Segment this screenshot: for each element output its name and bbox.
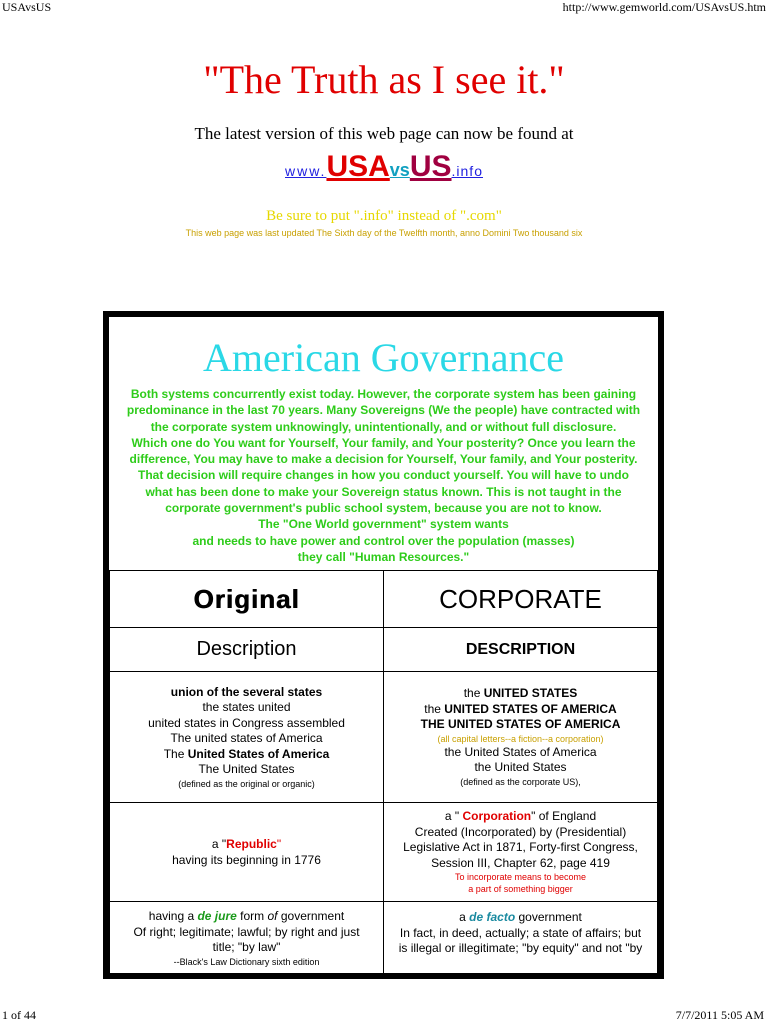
cell-line xyxy=(390,910,651,926)
row1-original xyxy=(110,672,384,803)
desc-original: Description xyxy=(110,628,384,672)
row3-original xyxy=(110,902,384,976)
cell-text: having a xyxy=(148,909,198,924)
cell-line xyxy=(390,809,651,825)
desc-corporate: DESCRIPTION xyxy=(384,628,658,672)
row3-corporate xyxy=(384,902,658,976)
table-desc-row xyxy=(110,628,658,672)
cell-line: united states in Congress assembled xyxy=(148,715,345,730)
cell-text: a " xyxy=(444,809,463,823)
row2-corporate xyxy=(384,803,658,902)
cell-note: (all capital letters--a fiction--a corporation) xyxy=(437,733,604,744)
cell-text: form xyxy=(236,909,268,924)
cell-note: To incorporate means to become xyxy=(454,872,587,882)
cell-line: the United States xyxy=(474,760,567,775)
cell-text: The xyxy=(163,746,188,761)
table-header-row xyxy=(110,571,658,628)
cell-line: The united states of America xyxy=(170,731,323,745)
print-timestamp: 7/7/2011 5:05 AM xyxy=(675,1008,764,1022)
table-row xyxy=(110,672,658,803)
cell-line: The United States xyxy=(198,762,295,776)
cell-note: (defined as the corporate US), xyxy=(460,776,581,787)
governance-line: and needs to have power and control over the population (masses) xyxy=(192,533,575,548)
cell-text: government xyxy=(277,909,345,924)
corporation-term: Corporation xyxy=(462,809,532,823)
cell-line xyxy=(116,747,377,763)
cell-line: the states united xyxy=(202,700,291,714)
window-title: USAvsUS xyxy=(2,0,52,14)
link-vs[interactable]: vs xyxy=(389,160,410,180)
cell-line: In fact, in deed, actually; a state of affairs; but xyxy=(399,925,642,940)
cell-line xyxy=(390,702,651,718)
row2-original xyxy=(110,803,384,902)
governance-title: American Governance xyxy=(203,335,564,380)
cell-line: Of right; legitimate; lawful; by right and just xyxy=(133,924,360,939)
table-row xyxy=(110,803,658,902)
comparison-table xyxy=(109,570,658,976)
link-prefix[interactable]: www. xyxy=(285,163,327,179)
col-original: Original xyxy=(110,571,384,628)
cell-line xyxy=(116,836,377,852)
governance-line: Which one do You want for Yourself, Your family, and Your posterity? Once you learn the xyxy=(131,435,636,450)
cell-text: " xyxy=(276,837,282,851)
cell-text: a " xyxy=(211,837,227,851)
cell-line: union of the several states xyxy=(170,684,323,699)
cell-line: title; "by law" xyxy=(212,940,281,955)
cell-line: Session III, Chapter 62, page 419 xyxy=(431,855,610,870)
cell-line: Created (Incorporated) by (Presidential) xyxy=(414,824,627,839)
link-suffix[interactable]: .info xyxy=(451,163,483,179)
col-corporate: CORPORATE xyxy=(384,571,658,628)
republic-term: Republic xyxy=(226,837,277,851)
governance-line: The "One World government" system wants xyxy=(258,517,509,532)
governance-paragraph xyxy=(109,386,658,565)
governance-line: the corporate system unknowingly, unintentionally, and or without full disclosure. xyxy=(150,419,617,434)
link-usa[interactable]: USA xyxy=(326,150,390,183)
headline: "The Truth as I see it." xyxy=(203,57,565,102)
cell-text: United States of America xyxy=(187,746,330,761)
cell-text: the xyxy=(463,686,484,701)
cell-line: Legislative Act in 1871, Forty-first Congress, xyxy=(403,840,638,854)
cell-text: a xyxy=(459,910,470,924)
governance-line: corporate government's public school system, because you are not to know. xyxy=(165,501,602,516)
page-count: 1 of 44 xyxy=(2,1008,36,1022)
governance-line: difference, You may have to make a decision for Yourself, Your family, and Your posterity. xyxy=(129,452,638,467)
link-us[interactable]: US xyxy=(409,150,452,183)
cell-text: government xyxy=(515,910,582,924)
governance-line: Both systems concurrently exist today. However, the corporate system has been gaining xyxy=(130,387,637,401)
cell-note: a part of something bigger xyxy=(468,884,573,894)
put-info-note: Be sure to put ".info" instead of ".com" xyxy=(266,208,502,224)
latest-version-text: The latest version of this web page can now be found at xyxy=(194,124,574,143)
de-jure-term: de jure xyxy=(197,909,237,924)
governance-box xyxy=(103,311,664,979)
cell-text: UNITED STATES OF AMERICA xyxy=(444,701,617,716)
row1-corporate xyxy=(384,672,658,803)
cell-line: THE UNITED STATES OF AMERICA xyxy=(420,717,621,732)
cell-line: the United States of America xyxy=(444,744,597,759)
cell-line xyxy=(390,686,651,702)
cell-note: --Black's Law Dictionary sixth edition xyxy=(173,956,320,967)
cell-text: the xyxy=(424,701,445,716)
cell-note: (defined as the original or organic) xyxy=(178,778,315,789)
usavsus-link[interactable] xyxy=(0,150,768,189)
cell-text: of xyxy=(267,909,278,924)
table-row xyxy=(110,902,658,976)
governance-line: That decision will require changes in how you conduct yourself. You will have to undo xyxy=(138,468,629,483)
cell-line: having its beginning in 1776 xyxy=(172,853,321,867)
governance-line: what has been done to make your Sovereign status known. This is not taught in the xyxy=(145,484,622,499)
de-facto-term: de facto xyxy=(469,910,516,924)
governance-line: they call "Human Resources." xyxy=(297,549,470,564)
cell-text: UNITED STATES xyxy=(483,686,578,701)
governance-line: predominance in the last 70 years. Many Sovereigns (We the people) have contracted with xyxy=(126,403,641,418)
cell-line: is illegal or illegitimate; "by equity" and not "by xyxy=(398,941,643,955)
cell-line xyxy=(116,909,377,925)
cell-text: " of England xyxy=(531,809,597,823)
updated-note: This web page was last updated The Sixth day of the Twelfth month, anno Domini Two thousand six xyxy=(185,228,583,238)
page-url: http://www.gemworld.com/USAvsUS.htm xyxy=(562,0,766,14)
